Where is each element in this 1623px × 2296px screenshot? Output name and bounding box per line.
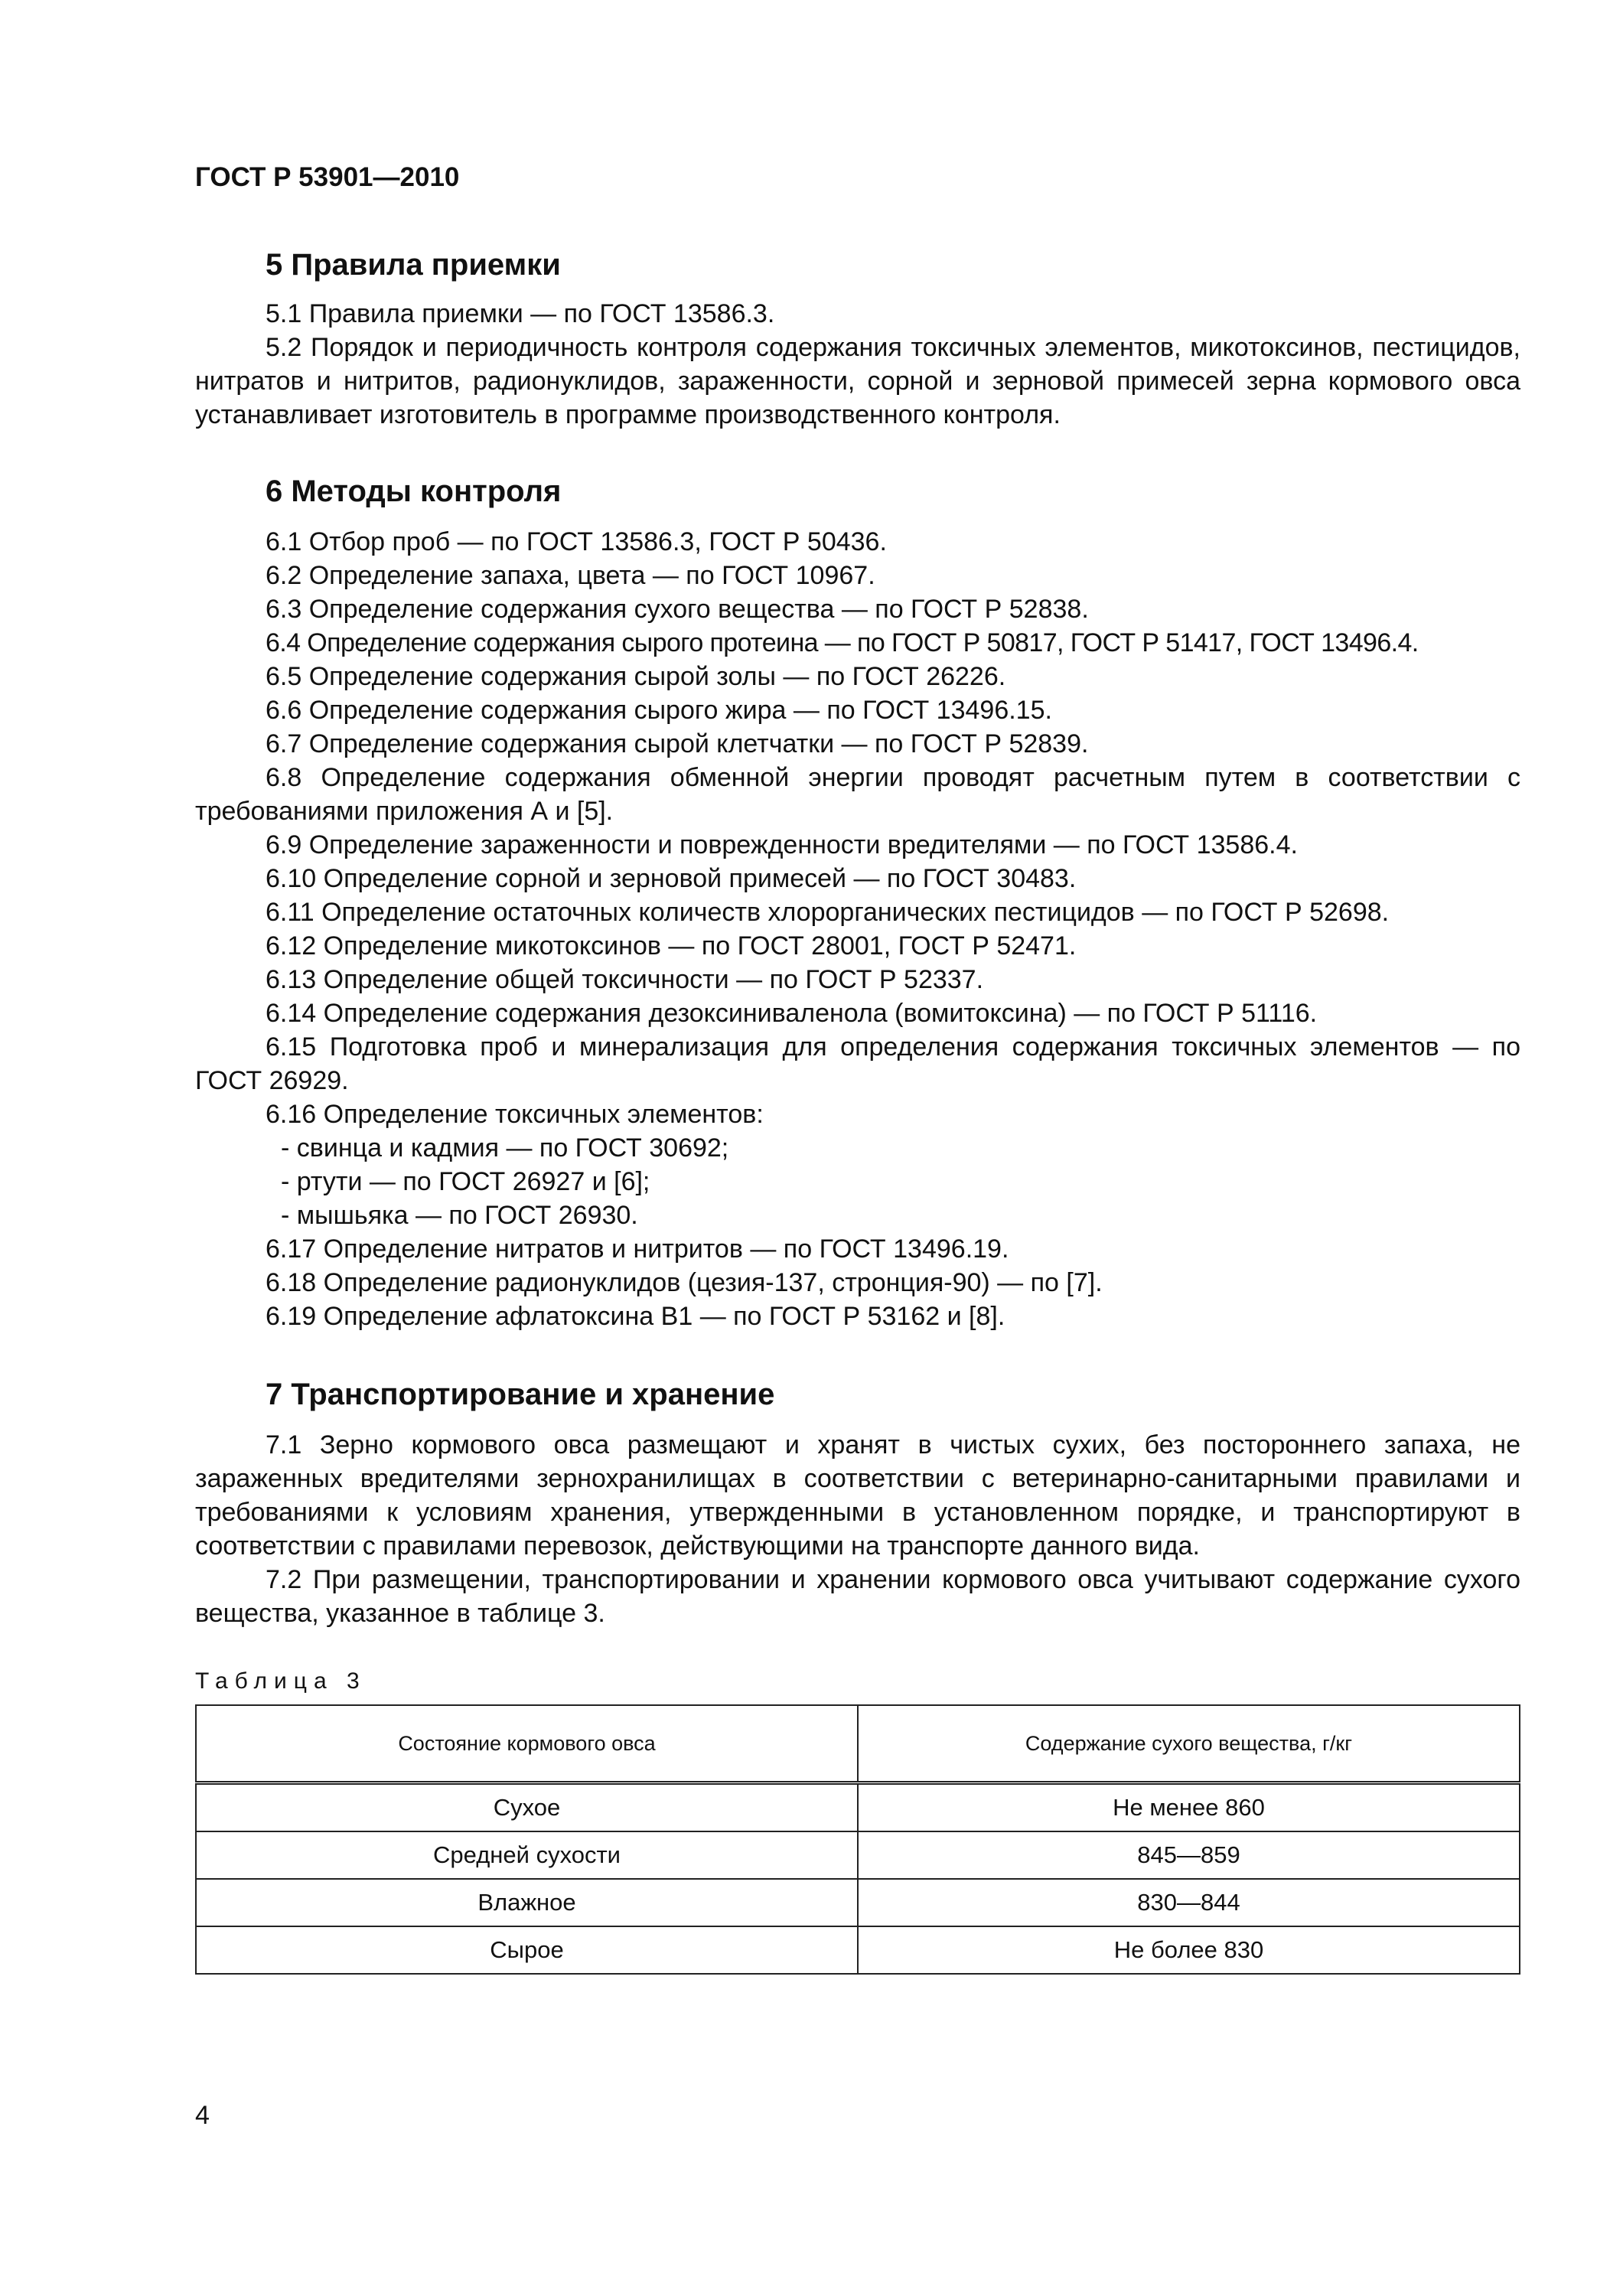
list-item: - мышьяка — по ГОСТ 26930. xyxy=(281,1201,638,1230)
dry-matter-table xyxy=(195,1704,1520,1975)
paragraph: 6.11 Определение остаточных количеств хлорорганических пестицидов — по ГОСТ Р 52698. xyxy=(266,898,1390,927)
table-cell: Сырое xyxy=(196,1926,858,1974)
paragraph: 6.6 Определение содержания сырого жира — по ГОСТ 13496.15. xyxy=(266,696,1052,725)
page-number: 4 xyxy=(195,2101,210,2130)
column-header: Состояние кормового овса xyxy=(196,1705,858,1783)
table-row xyxy=(196,1879,1520,1926)
section-5 xyxy=(195,242,1520,432)
list-item: - свинца и кадмия — по ГОСТ 30692; xyxy=(281,1133,729,1163)
paragraph: 6.15 Подготовка проб и минерализация для определения содержания токсичных элементов — по ГОСТ 26929. xyxy=(195,1032,1520,1095)
table-row xyxy=(196,1831,1520,1879)
paragraph: 6.5 Определение содержания сырой золы — по ГОСТ 26226. xyxy=(266,662,1006,691)
section-title: 7 Транспортирование и хранение xyxy=(266,1378,775,1411)
table-header-row xyxy=(196,1705,1520,1783)
table-cell: Влажное xyxy=(196,1879,858,1926)
paragraph: 6.3 Определение содержания сухого вещества — по ГОСТ Р 52838. xyxy=(266,595,1089,624)
table-cell: 830—844 xyxy=(858,1879,1520,1926)
paragraph: 6.9 Определение зараженности и поврежденности вредителями — по ГОСТ 13586.4. xyxy=(266,830,1298,859)
paragraph: 5.1 Правила приемки — по ГОСТ 13586.3. xyxy=(266,299,775,328)
paragraph: 6.8 Определение содержания обменной энергии проводят расчетным путем в соответствии с требованиями приложения А и [5]. xyxy=(195,763,1520,826)
table-row xyxy=(196,1783,1520,1832)
paragraph: 6.10 Определение сорной и зерновой примесей — по ГОСТ 30483. xyxy=(266,864,1077,893)
column-header: Содержание сухого вещества, г/кг xyxy=(858,1705,1520,1783)
paragraph: 7.2 При размещении, транспортировании и хранении кормового овса учитывают содержание сухого вещества, указанное в таблице 3. xyxy=(195,1565,1520,1628)
section-title: 5 Правила приемки xyxy=(266,248,561,282)
paragraph: 6.7 Определение содержания сырой клетчатки — по ГОСТ Р 52839. xyxy=(266,729,1089,758)
paragraph: 6.19 Определение афлатоксина В1 — по ГОСТ Р 53162 и [8]. xyxy=(266,1302,1005,1331)
table-cell: Не более 830 xyxy=(858,1926,1520,1974)
document-header: ГОСТ Р 53901—2010 xyxy=(195,162,460,192)
table-cell: Средней сухости xyxy=(196,1831,858,1879)
paragraph: 6.13 Определение общей токсичности — по ГОСТ Р 52337. xyxy=(266,965,984,994)
paragraph: 6.4 Определение содержания сырого протеина — по ГОСТ Р 50817, ГОСТ Р 51417, ГОСТ 13496.4. xyxy=(266,628,1419,657)
section-title: 6 Методы контроля xyxy=(266,475,562,508)
paragraph: 6.18 Определение радионуклидов (цезия-137, стронция-90) — по [7]. xyxy=(266,1268,1103,1297)
section-7 xyxy=(195,1371,1520,1630)
paragraph: 6.12 Определение микотоксинов — по ГОСТ 28001, ГОСТ Р 52471. xyxy=(266,931,1077,960)
paragraph: 6.1 Отбор проб — по ГОСТ 13586.3, ГОСТ Р 50436. xyxy=(266,527,887,556)
table-cell: 845—859 xyxy=(858,1831,1520,1879)
table-cell: Не менее 860 xyxy=(858,1783,1520,1832)
paragraph: 7.1 Зерно кормового овса размещают и хранят в чистых сухих, без постороннего запаха, не зараженных вредителями зернохранилищах в соответствии с ветеринарно-санитарными правилами и требованиями к условиям хранения, утвержденными в установленном порядке, и транспортируют в соответствии с правилами перевозок, действующими на транспорте данного вида. xyxy=(195,1430,1520,1561)
table-cell: Сухое xyxy=(196,1783,858,1832)
list-item: - ртути — по ГОСТ 26927 и [6]; xyxy=(281,1167,650,1196)
paragraph: 6.14 Определение содержания дезоксиниваленола (вомитоксина) — по ГОСТ Р 51116. xyxy=(266,999,1318,1028)
table-caption: Таблица 3 xyxy=(195,1668,367,1694)
section-6 xyxy=(195,468,1520,1333)
paragraph: 6.2 Определение запаха, цвета — по ГОСТ 10967. xyxy=(266,561,875,590)
paragraph: 6.16 Определение токсичных элементов: xyxy=(266,1100,764,1129)
paragraph: 5.2 Порядок и периодичность контроля содержания токсичных элементов, микотоксинов, пестицидов, нитратов и нитритов, радионуклидов, зараженности, сорной и зерновой примесей зерна кормового овса устанавливает изготовитель в программе производственного контроля. xyxy=(195,333,1520,429)
paragraph: 6.17 Определение нитратов и нитритов — по ГОСТ 13496.19. xyxy=(266,1234,1009,1264)
table-row xyxy=(196,1926,1520,1974)
